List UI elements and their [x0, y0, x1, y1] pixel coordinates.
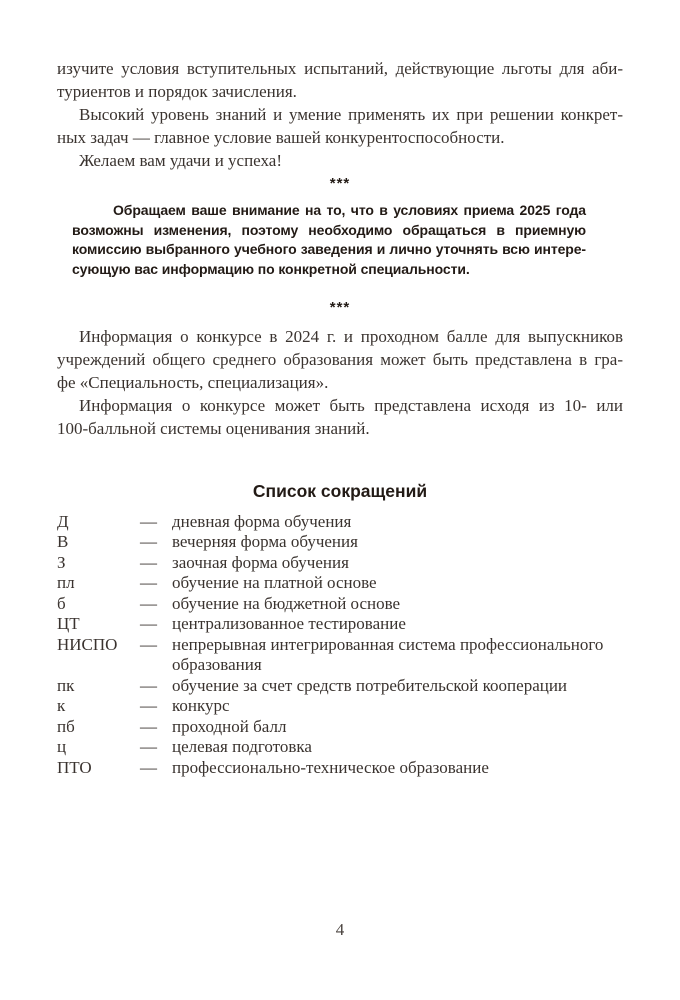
abbr-row [57, 553, 623, 574]
abbr-definition: обучение на платной основе [172, 573, 377, 593]
abbr-term: ПТО [57, 757, 92, 777]
body-paragraph [57, 149, 623, 172]
abbr-row [57, 573, 623, 594]
abbr-term: З [57, 552, 66, 572]
body-paragraph-continuation [57, 57, 623, 103]
paragraph-line: 100-балльной системы оценивания знаний. [57, 418, 370, 438]
abbr-definition: профессионально-техническое образование [172, 757, 489, 777]
abbr-dash: — [140, 552, 157, 572]
abbr-definition: дневная форма обучения [172, 511, 352, 531]
abbr-definition: целевая подготовка [172, 737, 312, 757]
abbr-dash: — [140, 573, 157, 593]
paragraph-line: Желаем вам удачи и успеха! [79, 151, 282, 170]
abbr-dash: — [140, 532, 157, 552]
paragraph-line: Информация о конкурсе может быть представлена исходя из 10- или [79, 395, 623, 415]
abbr-row [57, 635, 623, 676]
paragraph-line: изучите условия вступительных испытаний, действующие льготы для аби- [57, 59, 623, 78]
abbr-definition-line: образования [172, 655, 262, 675]
abbr-term: пл [57, 573, 75, 593]
body-paragraph [57, 103, 623, 149]
abbr-definition-line: непрерывная интегрированная система профессионального [172, 634, 604, 654]
abbr-dash: — [140, 716, 157, 736]
abbr-definition: обучение на бюджетной основе [172, 593, 401, 613]
notice-line: сующую вас информацию по конкретной специальности. [72, 261, 470, 278]
body-paragraph [57, 325, 623, 394]
abbr-row [57, 512, 623, 533]
abbr-row [57, 696, 623, 717]
abbr-row [57, 758, 623, 779]
abbr-term: ц [57, 737, 67, 757]
abbreviations-heading: Список сокращений [252, 480, 428, 501]
abbr-dash: — [140, 696, 157, 716]
page-number: 4 [335, 920, 345, 939]
abbr-term: Д [57, 511, 69, 531]
abbreviation-list [57, 512, 623, 779]
paragraph-line: фе «Специальность, специализация». [57, 372, 329, 392]
notice-line: комиссию выбранного учебного заведения и лично уточнять всю интере- [72, 241, 586, 258]
abbr-row [57, 737, 623, 758]
abbr-row [57, 532, 623, 553]
paragraph-line: ных задач — главное условие вашей конкурентоспособности. [57, 128, 505, 147]
abbr-definition: конкурс [172, 696, 230, 716]
abbr-term: НИСПО [57, 634, 118, 654]
abbr-definition: проходной балл [172, 716, 287, 736]
abbr-dash: — [140, 614, 157, 634]
paragraph-line: Информация о конкурсе в 2024 г. и проходном балле для выпускников [79, 326, 623, 346]
abbr-row [57, 614, 623, 635]
abbr-row [57, 676, 623, 697]
abbr-term: к [57, 696, 66, 716]
notice-line: Обращаем ваше внимание на то, что в условиях приема 2025 года [113, 202, 586, 218]
abbr-term: пк [57, 675, 75, 695]
abbr-row [57, 717, 623, 738]
abbr-row [57, 594, 623, 615]
abbr-definition: централизованное тестирование [172, 614, 406, 634]
abbr-term: ЦТ [57, 614, 80, 634]
abbr-dash: — [140, 675, 157, 695]
section-separator-stars: *** [329, 175, 351, 192]
abbr-dash: — [140, 593, 157, 613]
abbr-definition: заочная форма обучения [172, 552, 349, 572]
abbr-term: б [57, 593, 66, 613]
paragraph-line: учреждений общего среднего образования может быть представлена в гра- [57, 349, 623, 369]
paragraph-line: Высокий уровень знаний и умение применять их при решении конкрет- [79, 105, 623, 124]
paragraph-line: туриентов и порядок зачисления. [57, 82, 297, 101]
abbr-dash: — [140, 737, 157, 757]
notice-paragraph [72, 201, 586, 280]
abbr-term: В [57, 532, 69, 552]
abbr-dash: — [140, 757, 157, 777]
abbr-definition: вечерняя форма обучения [172, 532, 358, 552]
abbr-dash: — [140, 511, 157, 531]
abbr-definition [172, 635, 623, 676]
notice-line: возможны изменения, поэтому необходимо обращаться в приемную [72, 221, 586, 238]
abbr-dash: — [140, 634, 157, 654]
abbr-definition: обучение за счет средств потребительской кооперации [172, 675, 568, 695]
section-separator-stars: *** [329, 298, 351, 316]
abbr-term: пб [57, 716, 75, 736]
body-paragraph [57, 394, 623, 440]
page-content [57, 57, 623, 778]
